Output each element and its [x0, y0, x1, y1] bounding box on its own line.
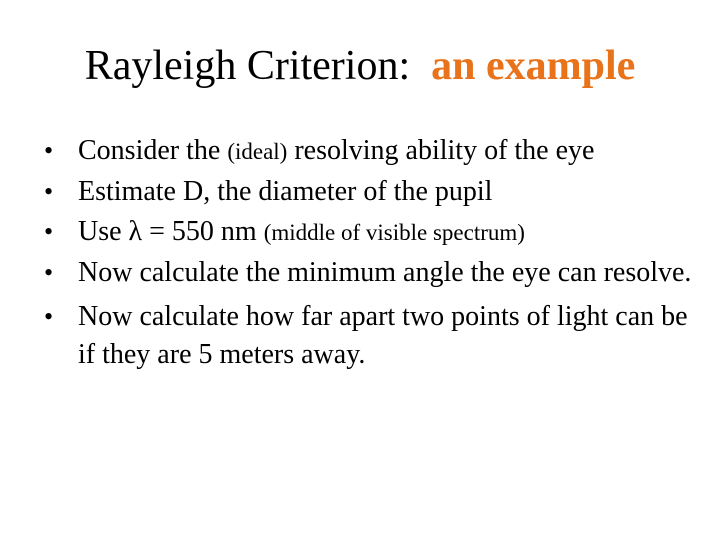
slide-title-main: Rayleigh Criterion: [84, 43, 411, 89]
bullet-marker: • [44, 258, 54, 287]
bullet-text: Estimate D, the diameter of the pupil [78, 176, 493, 207]
bullet-text: Now calculate the minimum angle the eye can resolve. [78, 257, 692, 288]
bullet-text-small: (middle of visible spectrum) [263, 220, 525, 245]
bullet-item-estimate [44, 173, 704, 211]
slide-title-accent: an example [431, 43, 636, 89]
bullet-marker: • [44, 217, 54, 246]
bullet-list [44, 132, 704, 376]
bullet-item-consider [44, 132, 704, 171]
slide-title [0, 40, 720, 92]
bullet-marker: • [44, 136, 54, 165]
bullet-text: Use λ = 550 nm [78, 216, 264, 247]
bullet-marker: • [44, 177, 54, 206]
bullet-text: Consider the [78, 135, 228, 166]
bullet-item-min-angle [44, 254, 704, 292]
bullet-marker: • [44, 302, 54, 331]
bullet-text: Now calculate how far apart two points of light can be if they are 5 meters away. [78, 301, 688, 370]
bullet-text: resolving ability of the eye [287, 135, 595, 166]
bullet-item-distance [44, 298, 704, 374]
bullet-item-wavelength [44, 213, 704, 252]
bullet-text-small: (ideal) [227, 139, 288, 164]
